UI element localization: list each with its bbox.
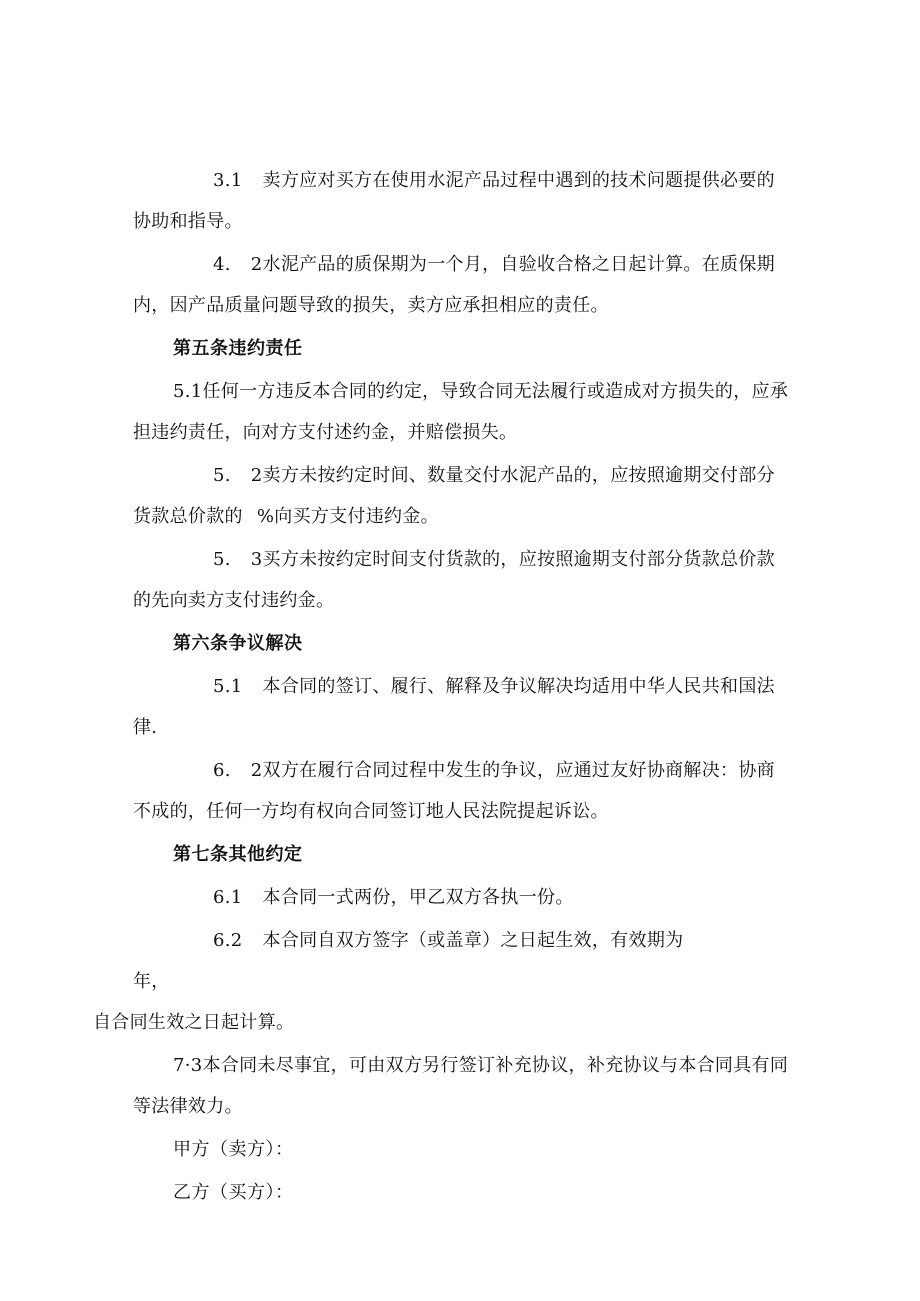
clause-7-3: [133, 1045, 793, 1127]
section-heading-5: 第五条违约责任: [173, 338, 303, 359]
clause-text: 本合同一式两份，甲乙双方各执一份。: [262, 887, 574, 908]
signature-party-a: 甲方（卖方）：: [173, 1139, 294, 1160]
clause-text: 本合同自双方签字（或盖章）之日起生效，有效期为: [262, 930, 684, 951]
clause-6-1: [133, 666, 793, 748]
clause-text: 3买方未按约定时间支付货款的，应按照逾期支付部分货款总价款的先向卖方支付违约金。: [133, 549, 775, 611]
clause-number: 6.: [213, 760, 231, 781]
clause-5-2: [133, 455, 793, 537]
clause-number: 5.1: [213, 676, 243, 697]
clause-text-after-blank: 年，: [133, 971, 170, 992]
contract-body: [93, 160, 793, 1215]
clause-number: 5.: [213, 465, 231, 486]
clause-5-1: [133, 371, 793, 453]
clause-7-2: [93, 920, 793, 1043]
clause-number: 5.: [213, 549, 231, 570]
clause-text-after-blank: %向买方支付违约金。: [256, 506, 439, 527]
clause-number: 6.2: [213, 930, 243, 951]
clause-text: 2水泥产品的质保期为一个月，自验收合格之日起计算。在质保期内，因产品质量问题导致的损失，卖方应承担相应的责任。: [133, 254, 775, 316]
section-heading-7: 第七条其他约定: [173, 844, 303, 865]
clause-text: 卖方应对买方在使用水泥产品过程中遇到的技术问题提供必要的协助和指导。: [133, 170, 775, 232]
clause-4-2: [133, 244, 793, 326]
clause-number: 4.: [213, 254, 231, 275]
clause-number: 6.1: [213, 887, 243, 908]
clause-text: 2双方在履行合同过程中发生的争议，应通过友好协商解决：协商不成的，任何一方均有权向合同签订地人民法院提起诉讼。: [133, 760, 775, 822]
signature-party-b: 乙方（买方）：: [173, 1182, 294, 1203]
clause-number: 5.1: [173, 381, 203, 402]
clause-3-1: [133, 160, 793, 242]
clause-number: 7·3: [173, 1055, 203, 1076]
section-heading-6: 第六条争议解决: [173, 633, 303, 654]
clause-7-1: [133, 877, 793, 918]
clause-5-3: [133, 539, 793, 621]
clause-6-2: [133, 750, 793, 832]
clause-text: 任何一方违反本合同的约定，导致合同无法履行或造成对方损失的，应承担违约责任，向对方支付述约金，并赔偿损失。: [133, 381, 789, 443]
clause-text: 本合同未尽事宜，可由双方另行签订补充协议，补充协议与本合同具有同等法律效力。: [133, 1055, 789, 1117]
clause-text-line2: 自合同生效之日起计算。: [93, 1012, 295, 1033]
clause-text: 本合同的签订、履行、解释及争议解决均适用中华人民共和国法律.: [133, 676, 775, 738]
clause-text: 2卖方未按约定时间、数量交付水泥产品的，应按照逾期交付部分货款总价款的: [133, 465, 775, 527]
clause-number: 3.1: [213, 170, 243, 191]
